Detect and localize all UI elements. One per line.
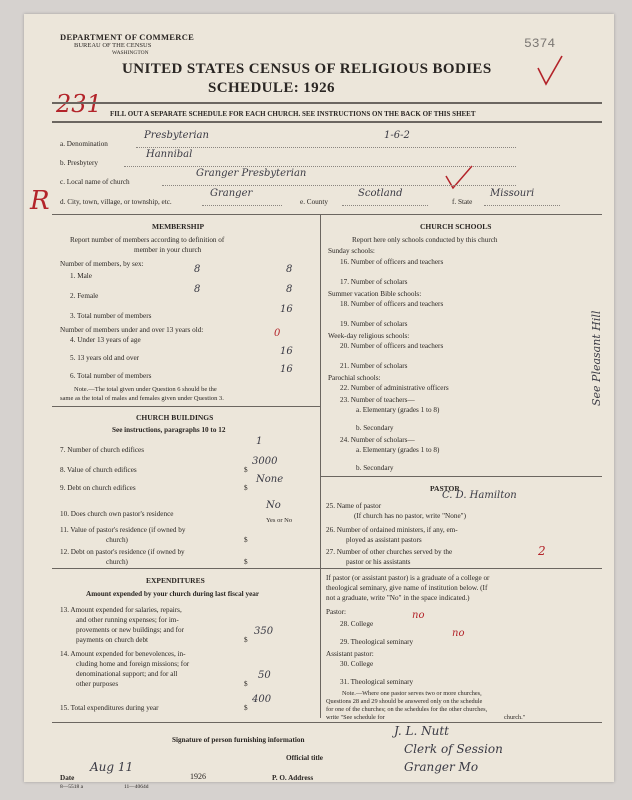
- q3-total-value[interactable]: 16: [280, 304, 293, 315]
- q8-value-value[interactable]: 3000: [252, 456, 278, 467]
- official-title-value[interactable]: Clerk of Session: [404, 742, 503, 756]
- buildings-heading: CHURCH BUILDINGS: [136, 413, 214, 422]
- po-address-label: P. O. Address: [272, 774, 314, 782]
- q29-label: 29. Theological seminary: [340, 638, 414, 646]
- q26-label-line2: ployed as assistant pastors: [346, 536, 422, 544]
- pastor-subheading: Pastor:: [326, 608, 346, 616]
- presbytery-label: b. Presbytery: [60, 159, 98, 167]
- q24a-label: a. Elementary (grades 1 to 8): [356, 446, 440, 454]
- q13-label-line4: payments on church debt: [76, 636, 149, 644]
- q10-residence-label: 10. Does church own pastor's residence: [60, 510, 174, 518]
- q11-dollar-sign: $: [244, 536, 248, 544]
- q17-label: 17. Number of scholars: [340, 278, 408, 286]
- date-label: Date: [60, 774, 75, 782]
- state-label: f. State: [452, 198, 473, 206]
- city-label: d. City, town, village, or township, etc.: [60, 198, 172, 206]
- q31-label: 31. Theological seminary: [340, 678, 414, 686]
- q22-label: 22. Number of administrative officers: [340, 384, 449, 392]
- q13-label-line3: provements or new buildings; and for: [76, 626, 184, 634]
- q19-label: 19. Number of scholars: [340, 320, 408, 328]
- q6-total-label: 6. Total number of members: [70, 372, 152, 380]
- q29-value[interactable]: no: [452, 628, 465, 639]
- church-name-label: c. Local name of church: [60, 178, 130, 186]
- date-value[interactable]: Aug 11: [90, 760, 134, 774]
- schools-bottom-rule: [320, 476, 602, 477]
- q18-label: 18. Number of officers and teachers: [340, 300, 444, 308]
- q30-label: 30. College: [340, 660, 374, 668]
- red-handwritten-number: 231: [56, 90, 102, 118]
- q1-male-value[interactable]: 8: [194, 264, 201, 275]
- county-value[interactable]: Scotland: [358, 188, 403, 199]
- q28-value[interactable]: no: [412, 610, 425, 621]
- church-name-line: [162, 185, 516, 186]
- q28-label: 28. College: [340, 620, 374, 628]
- q14-label-line4: other purposes: [76, 680, 119, 688]
- buildings-bottom-rule: [52, 568, 320, 569]
- church-name-value[interactable]: Granger Presbyterian: [196, 168, 307, 179]
- stamp-number: 5374: [524, 36, 556, 51]
- state-line: [484, 205, 560, 206]
- q23a-label: a. Elementary (grades 1 to 8): [356, 406, 440, 414]
- po-address-value[interactable]: Granger Mo: [404, 760, 479, 774]
- membership-note-a: Note.—The total given under Question 6 should be the: [74, 386, 217, 393]
- pastor-note-line1: Note.—Where one pastor serves two or more churches,: [342, 690, 482, 697]
- q15-label: 15. Total expenditures during year: [60, 704, 159, 712]
- denomination-line: [136, 147, 516, 148]
- frame-bottom-rule: [52, 722, 602, 723]
- signature-value[interactable]: J. L. Nutt: [394, 724, 449, 738]
- schedule-title: SCHEDULE: 1926: [208, 80, 335, 96]
- yes-or-no-hint: Yes or No: [266, 517, 293, 524]
- q12-label-line1: 12. Debt on pastor's residence (if owned by: [60, 548, 185, 556]
- schools-subheading: Report here only schools conducted by this church: [352, 236, 498, 244]
- q12-label-line2: church): [106, 558, 128, 566]
- q4-under13-label: 4. Under 13 years of age: [70, 336, 141, 344]
- membership-heading: MEMBERSHIP: [152, 222, 205, 231]
- weekday-schools-label: Week-day religious schools:: [328, 332, 410, 340]
- expenditures-heading: EXPENDITURES: [146, 576, 205, 585]
- county-label: e. County: [300, 198, 328, 206]
- instruction-line: FILL OUT A SEPARATE SCHEDULE FOR EACH CHURCH. SEE INSTRUCTIONS ON THE BACK OF THIS SHEET: [110, 110, 476, 118]
- margin-note-vertical: See Pleasant Hill: [590, 310, 603, 406]
- q4-under13-value[interactable]: 0: [274, 328, 281, 339]
- graduate-note-line3: not a graduate, write "No" in the space indicated.): [326, 594, 470, 602]
- q2-female-value[interactable]: 8: [194, 284, 201, 295]
- q24b-label: b. Secondary: [356, 464, 394, 472]
- expenditures-subheading: Amount expended by your church during last fiscal year: [86, 590, 260, 598]
- form-code: 8—5518 a: [60, 784, 84, 790]
- pastor-rule: [320, 568, 602, 569]
- city-name: WASHINGTON: [112, 50, 149, 56]
- denomination-value[interactable]: Presbyterian: [144, 130, 209, 141]
- q23b-label: b. Secondary: [356, 424, 394, 432]
- assistant-subheading: Assistant pastor:: [326, 650, 374, 658]
- q27-value[interactable]: 2: [538, 544, 546, 558]
- sunday-schools-label: Sunday schools:: [328, 247, 375, 255]
- census-schedule-sheet: [24, 14, 614, 790]
- q1-male-label: 1. Male: [70, 272, 92, 280]
- q15-dollar-sign: $: [244, 704, 248, 712]
- column-divider: [320, 214, 321, 718]
- membership-note-line2: member in your church: [134, 246, 202, 254]
- q14-dollar-sign: $: [244, 680, 248, 688]
- q1-male-value-right[interactable]: 8: [286, 264, 293, 275]
- state-value[interactable]: Missouri: [490, 188, 535, 199]
- members-by-sex-label: Number of members, by sex:: [60, 260, 144, 268]
- form-title: UNITED STATES CENSUS OF RELIGIOUS BODIES: [122, 61, 492, 77]
- parochial-schools-label: Parochial schools:: [328, 374, 381, 382]
- q27-label-line1: 27. Number of other churches served by the: [326, 548, 453, 556]
- header-rule-top: [52, 102, 602, 104]
- red-handwritten-letter: R: [30, 186, 50, 216]
- official-title-label: Official title: [286, 754, 323, 762]
- q14-label-line2: cluding home and foreign missions; for: [76, 660, 190, 668]
- denomination-label: a. Denomination: [60, 140, 108, 148]
- membership-note-line1: Report number of members according to definition of: [70, 236, 225, 244]
- q16-label: 16. Number of officers and teachers: [340, 258, 444, 266]
- q15-value[interactable]: 400: [252, 694, 272, 705]
- q8-dollar-sign: $: [244, 466, 248, 474]
- pastor-note-line2: Questions 28 and 29 should be answered only on the schedule: [326, 698, 483, 705]
- denomination-code[interactable]: 1-6-2: [384, 130, 410, 141]
- red-check-mark-icon: [536, 54, 564, 88]
- pastor-note-line5: church.": [504, 714, 526, 721]
- date-year: 1926: [190, 772, 206, 781]
- q6-total-value[interactable]: 16: [280, 364, 293, 375]
- membership-note-b: same as the total of males and females given under Question 3.: [60, 395, 224, 402]
- city-line: [202, 205, 282, 206]
- q13-dollar-sign: $: [244, 636, 248, 644]
- q25-pastor-name[interactable]: C. D. Hamilton: [442, 490, 517, 501]
- q7-edifices-label: 7. Number of church edifices: [60, 446, 145, 454]
- q13-label-line1: 13. Amount expended for salaries, repairs,: [60, 606, 182, 614]
- membership-bottom-rule: [52, 406, 320, 407]
- graduate-note-line2: theological seminary, give name of institution below. (If: [326, 584, 488, 592]
- signature-label: Signature of person furnishing information: [172, 736, 305, 744]
- header-rule-bottom: [52, 121, 602, 123]
- q25-label: 25. Name of pastor: [326, 502, 382, 510]
- graduate-note-line1: If pastor (or assistant pastor) is a graduate of a college or: [326, 574, 490, 582]
- q2-female-value-right[interactable]: 8: [286, 284, 293, 295]
- summer-schools-label: Summer vacation Bible schools:: [328, 290, 422, 298]
- q9-debt-label: 9. Debt on church edifices: [60, 484, 136, 492]
- q5-over13-label: 5. 13 years old and over: [70, 354, 140, 362]
- q10-residence-value[interactable]: No: [266, 500, 281, 511]
- city-value[interactable]: Granger: [210, 188, 253, 199]
- q14-label-line1: 14. Amount expended for benevolences, in-: [60, 650, 186, 658]
- pastor-heading: PASTOR: [430, 484, 460, 493]
- schools-heading: CHURCH SCHOOLS: [420, 222, 492, 231]
- q26-label-line1: 26. Number of ordained ministers, if any, em-: [326, 526, 458, 534]
- q2-female-label: 2. Female: [70, 292, 99, 300]
- print-code: 11—4064d: [124, 784, 149, 790]
- q13-value[interactable]: 350: [254, 626, 274, 637]
- department-name: DEPARTMENT OF COMMERCE: [60, 32, 195, 42]
- presbytery-value[interactable]: Hannibal: [146, 149, 193, 160]
- q8-value-label: 8. Value of church edifices: [60, 466, 137, 474]
- q9-debt-value[interactable]: None: [256, 474, 284, 485]
- q23-label: 23. Number of teachers—: [340, 396, 415, 404]
- bureau-name: BUREAU OF THE CENSUS: [74, 42, 152, 49]
- q3-total-label: 3. Total number of members: [70, 312, 152, 320]
- q27-label-line2: pastor or his assistants: [346, 558, 411, 566]
- q11-label-line1: 11. Value of pastor's residence (if owned by: [60, 526, 186, 534]
- q14-label-line3: denominational support; and for all: [76, 670, 178, 678]
- pastor-note-line4: write "See schedule for: [326, 714, 385, 721]
- q25-note: (If church has no pastor, write "None"): [354, 512, 466, 520]
- q11-label-line2: church): [106, 536, 128, 544]
- county-line: [342, 205, 428, 206]
- q21-label: 21. Number of scholars: [340, 362, 408, 370]
- q7-edifices-value[interactable]: 1: [256, 436, 263, 447]
- q13-label-line2: and other running expenses; for im-: [76, 616, 179, 624]
- red-check-mark-icon: [444, 164, 474, 192]
- frame-top-rule: [52, 214, 602, 215]
- q14-value[interactable]: 50: [258, 670, 271, 681]
- q24-label: 24. Number of scholars—: [340, 436, 415, 444]
- q20-label: 20. Number of officers and teachers: [340, 342, 444, 350]
- q5-over13-value[interactable]: 16: [280, 346, 293, 357]
- buildings-subheading: See instructions, paragraphs 10 to 12: [112, 426, 226, 434]
- pastor-note-line3: for one of the churches; on the schedules for the other churches,: [326, 706, 488, 713]
- q12-dollar-sign: $: [244, 558, 248, 566]
- members-by-age-label: Number of members under and over 13 years old:: [60, 326, 204, 334]
- q9-dollar-sign: $: [244, 484, 248, 492]
